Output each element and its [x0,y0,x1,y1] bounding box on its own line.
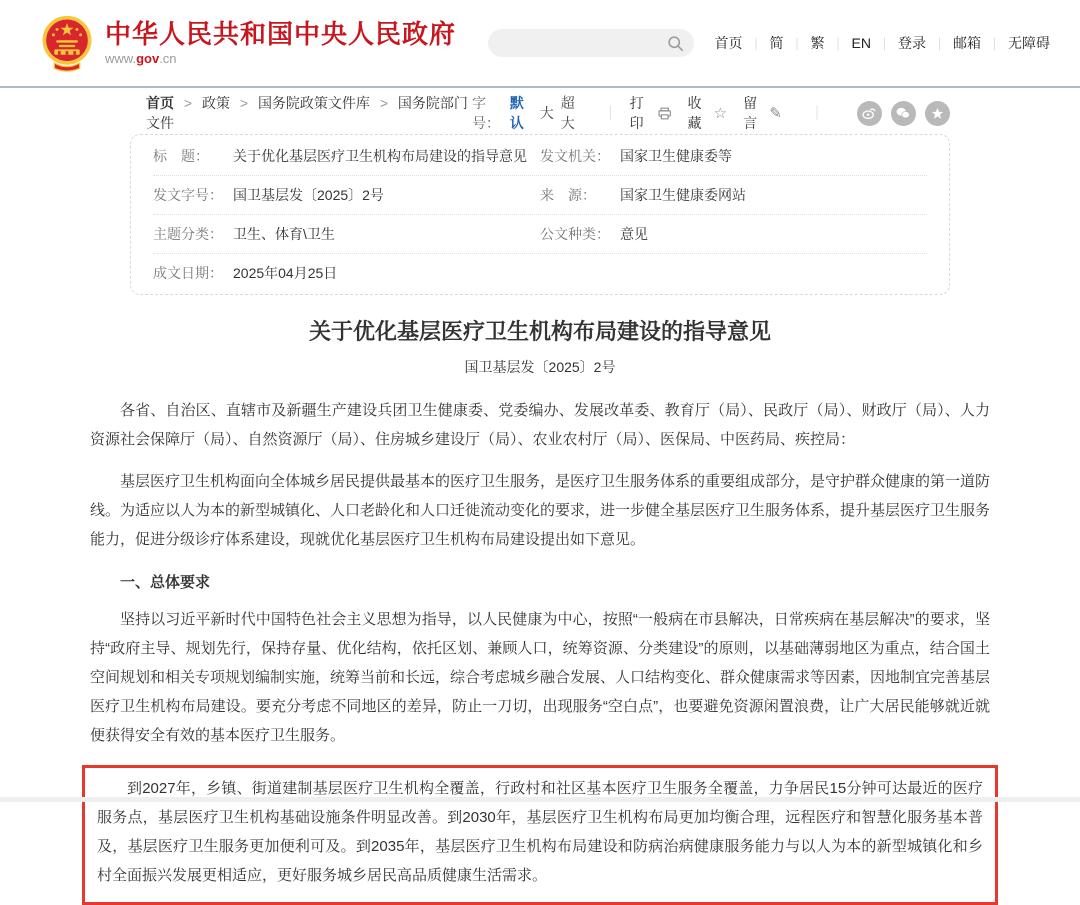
meta-empty-label [540,265,620,281]
pencil-icon: ✎ [769,105,782,122]
share-group [848,101,950,126]
meta-title-label: 标 题： [153,148,209,164]
article-title: 关于优化基层医疗卫生机构布局建设的指导意见 [308,319,771,344]
highlighted-goals-box [82,765,998,905]
article-intro-paragraph: 基层医疗卫生机构面向全体城乡居民提供最基本的医疗卫生服务，是医疗卫生服务体系的重要组成部分，是守护群众健康的第一道防线。为适应以人为本的新型城镇化、人口老龄化和人口迁徙流动变化的要求，进一步健全基层医疗卫生服务体系，提升基层医疗卫生服务能力，促进分级诊疗体系建设，现就优化基层医疗卫生机构布局建设提出如下意见。 [90,473,991,548]
meta-category-label: 主题分类： [153,226,223,242]
site-url-prefix: www. [105,51,137,67]
print-button[interactable] [630,93,672,133]
star-icon: ☆ [713,105,728,122]
meta-issuing-agency [540,148,927,164]
meta-agency-value: 国家卫生健康委等 [620,148,732,164]
weibo-icon [862,107,876,119]
meta-type-value: 意见 [620,226,648,242]
meta-row-title-agency [153,137,927,176]
search-icon[interactable] [667,35,684,52]
meta-date-value: 2025年04月25日 [233,265,338,281]
site-url-gov: gov [136,51,160,67]
wechat-icon [896,107,910,119]
meta-row-number-source [153,176,927,215]
site-header [0,0,1080,88]
page-bottom-strip [0,797,1080,802]
meta-source [540,187,927,203]
fontsize-default-button[interactable]: 默认 [509,95,524,131]
nav-simplified[interactable]: 简 [769,35,784,51]
meta-title [153,148,540,164]
article-toolbar [472,93,950,133]
favorite-button[interactable] [687,93,727,133]
search-box[interactable] [488,29,694,57]
meta-date [153,265,540,281]
search-input[interactable] [498,36,667,51]
meta-category-value: 卫生、体育\卫生 [233,226,335,242]
breadcrumb-separator: > [239,95,249,111]
qzone-share-button[interactable] [925,101,950,126]
breadcrumb-policy-library[interactable]: 国务院政策文件库 [257,95,370,111]
nav-separator: ｜ [790,36,804,52]
national-emblem-icon [38,14,96,72]
meta-category [153,226,540,242]
weibo-share-button[interactable] [857,101,882,126]
printer-icon [658,106,671,121]
print-label: 打印 [629,95,644,131]
nav-mail[interactable]: 邮箱 [952,35,981,51]
article-goals-paragraph: 到2027年，乡镇、街道建制基层医疗卫生机构全覆盖，行政村和社区基本医疗卫生服务全覆盖，力争居民15分钟可达最近的医疗服务点，基层医疗卫生机构基础设施条件明显改善。到2030年，基层医疗卫生机构布局更加均衡合理，远程医疗和智慧化服务基本普及，基层医疗卫生服务更加便利可及。到2035年，基层医疗卫生机构布局建设和防病治病健康服务能力与以人为本的新型城镇化和乡村全面振兴发展更相适应，更好服务城乡居民高品质健康生活需求。 [97,780,983,884]
comment-button[interactable] [743,93,782,133]
meta-doc-type [540,226,927,242]
wechat-share-button[interactable] [891,101,916,126]
meta-number-label: 发文字号： [153,187,223,203]
nav-separator: ｜ [987,36,1001,52]
breadcrumb [130,93,472,133]
nav-home[interactable]: 首页 [714,35,743,51]
breadcrumb-policy[interactable]: 政策 [201,95,230,111]
toolbar-separator: ｜ [809,105,824,121]
breadcrumb-home[interactable]: 首页 [146,95,174,111]
meta-source-value: 国家卫生健康委网站 [620,187,746,203]
comment-label: 留言 [743,95,758,131]
meta-number-value: 国卫基层发〔2025〕2号 [233,187,384,203]
qzone-star-icon [931,107,944,120]
fontsize-label: 字号： [472,95,501,131]
meta-empty-cell [540,265,927,281]
meta-date-label: 成文日期： [153,265,223,281]
meta-row-category-type [153,215,927,254]
toolbar-separator: ｜ [603,105,618,121]
site-logo[interactable] [38,14,456,72]
site-url-suffix: .cn [159,51,177,67]
favorite-label: 收藏 [687,95,702,131]
nav-english[interactable]: EN [851,35,871,51]
fontsize-large-button[interactable]: 大 [539,105,554,121]
breadcrumb-separator: > [379,95,389,111]
meta-doc-number [153,187,540,203]
meta-type-label: 公文种类： [540,226,610,242]
breadcrumb-toolbar-row [130,88,950,134]
article-addressees-paragraph: 各省、自治区、直辖市及新疆生产建设兵团卫生健康委、党委编办、发展改革委、教育厅（局）、民政厅（局）、财政厅（局）、人力资源社会保障厅（局）、自然资源厅（局）、住房城乡建设厅（局）、农业农村厅（局）、医保局、中医药局、疾控局： [90,402,990,448]
nav-accessibility[interactable]: 无障碍 [1008,35,1050,51]
meta-agency-label: 发文机关： [540,148,610,164]
meta-title-value: 关于优化基层医疗卫生机构布局建设的指导意见 [233,148,527,164]
fontsize-xlarge-button[interactable]: 超大 [560,95,575,131]
breadcrumb-separator: > [183,95,193,111]
top-nav [714,33,1050,53]
nav-separator: ｜ [831,36,845,52]
site-url [105,51,456,66]
nav-separator: ｜ [932,36,946,52]
site-identity [105,20,456,67]
meta-row-date [153,254,927,292]
nav-traditional[interactable]: 繁 [810,35,825,51]
nav-separator: ｜ [749,36,763,52]
article-body [90,315,990,905]
article-requirements-paragraph: 坚持以习近平新时代中国特色社会主义思想为指导，以人民健康为中心，按照“一般病在市县解决，日常疾病在基层解决”的要求，坚持“政府主导、规划先行，保持存量、优化结构，依托区划、兼顾人口，统筹资源、分类建设”的原则，以基础薄弱地区为重点，结合国土空间规划和相关专项规划编制实施，统筹当前和长远，综合考虑城乡融合发展、人口结构变化、群众健康需求等因素，因地制宜完善基层医疗卫生机构布局建设。要充分考虑不同地区的差异，防止一刀切，出现服务“空白点”，也要避免资源闲置浪费，让广大居民能够就近就便获得安全有效的基本医疗卫生服务。 [90,611,991,744]
breadcrumb-department-docs[interactable]: 国务院部门文件 [146,95,468,131]
site-title: 中华人民共和国中央人民政府 [105,18,457,49]
section-heading-overall-requirements: 一、总体要求 [120,574,211,591]
document-meta-table [130,134,950,295]
nav-separator: ｜ [877,36,891,52]
meta-source-label: 来 源： [540,187,596,203]
nav-login[interactable]: 登录 [897,35,926,51]
article-doc-number: 国卫基层发〔2025〕2号 [464,359,616,375]
